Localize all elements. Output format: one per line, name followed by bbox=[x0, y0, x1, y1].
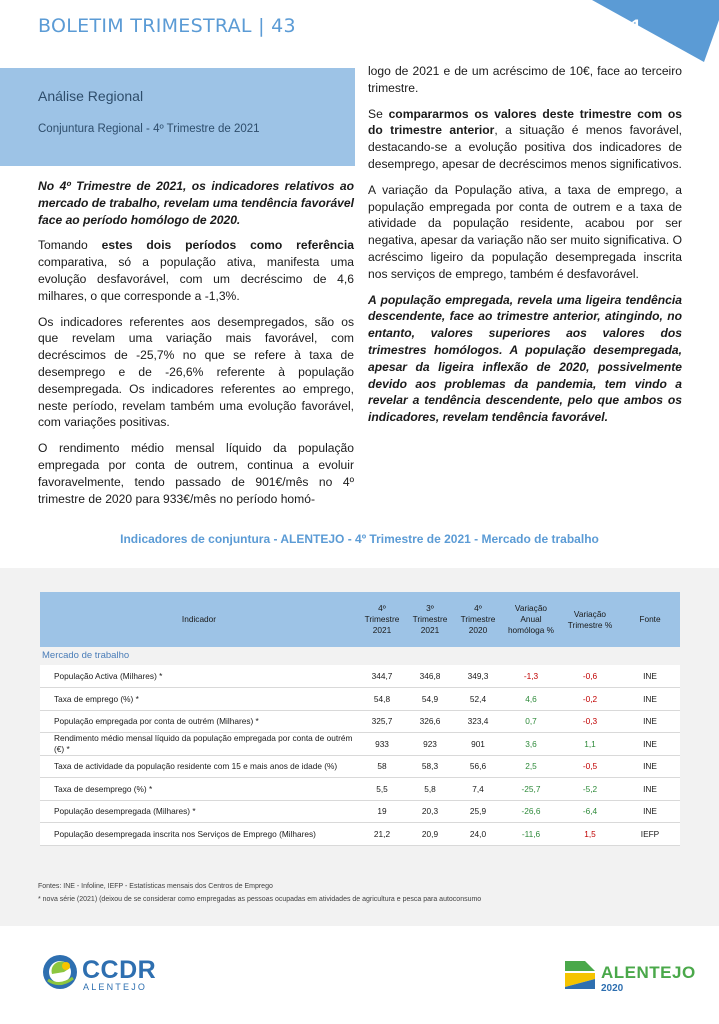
indicator-name-cell: Taxa de desemprego (%) * bbox=[40, 778, 358, 801]
column-header: Indicador bbox=[40, 592, 358, 647]
column-header: Variação Anual homóloga % bbox=[502, 592, 560, 647]
t4-2021-cell: 933 bbox=[358, 733, 406, 756]
table-row bbox=[40, 688, 680, 711]
lead-paragraph: No 4º Trimestre de 2021, os indicadores relativos ao mercado de trabalho, revelam uma tendência favorável face ao período homólogo de 2020. bbox=[38, 179, 354, 227]
var-trim-cell: 1,1 bbox=[560, 733, 620, 756]
t4-2020-cell: 901 bbox=[454, 733, 502, 756]
paragraph: Os indicadores referentes aos desempregados, são os que revelam uma variação mais favorável, com decréscimos de -25,7% no que se refere à taxa de desemprego e de -26,6% referente à população desempregada. Os indicadores referentes ao emprego, neste período, revelam também uma evolução favorável, com variações positivas. bbox=[38, 314, 354, 430]
var-anual-cell: 0,7 bbox=[502, 710, 560, 733]
footnotes bbox=[38, 880, 481, 906]
fonte-cell: IEFP bbox=[620, 823, 680, 846]
t3-2021-cell: 326,6 bbox=[406, 710, 454, 733]
fonte-cell: INE bbox=[620, 733, 680, 756]
indicator-name-cell: Rendimento médio mensal líquido da população empregada por conta de outrém (€) * bbox=[40, 733, 358, 756]
alentejo-logo-name: ALENTEJO bbox=[601, 963, 696, 982]
table-group-row bbox=[40, 647, 680, 665]
t4-2020-cell: 24,0 bbox=[454, 823, 502, 846]
fonte-cell: INE bbox=[620, 755, 680, 778]
t4-2020-cell: 25,9 bbox=[454, 800, 502, 823]
paragraph: logo de 2021 e de um acréscimo de 10€, face ao terceiro trimestre. bbox=[368, 64, 682, 95]
t4-2020-cell: 323,4 bbox=[454, 710, 502, 733]
var-anual-cell: -26,6 bbox=[502, 800, 560, 823]
ccdr-logo-name: CCDR bbox=[82, 956, 157, 984]
fonte-cell: INE bbox=[620, 665, 680, 688]
t3-2021-cell: 923 bbox=[406, 733, 454, 756]
alentejo-logo-mark bbox=[563, 957, 597, 991]
alentejo-logo-year: 2020 bbox=[601, 983, 624, 994]
section-header-box bbox=[0, 68, 355, 166]
left-text-column bbox=[38, 178, 354, 516]
section-title: Análise Regional bbox=[38, 88, 144, 104]
page-number: 1 bbox=[631, 17, 642, 38]
indicator-name-cell: População desempregada inscrita nos Serviços de Emprego (Milhares) bbox=[40, 823, 358, 846]
var-anual-cell: -11,6 bbox=[502, 823, 560, 846]
table-title: Indicadores de conjuntura - ALENTEJO - 4º Trimestre de 2021 - Mercado de trabalho bbox=[120, 532, 599, 546]
ccdr-logo bbox=[40, 950, 170, 998]
table-row bbox=[40, 800, 680, 823]
var-trim-cell: -0,5 bbox=[560, 755, 620, 778]
t4-2021-cell: 344,7 bbox=[358, 665, 406, 688]
t3-2021-cell: 58,3 bbox=[406, 755, 454, 778]
var-anual-cell: 2,5 bbox=[502, 755, 560, 778]
var-anual-cell: -1,3 bbox=[502, 665, 560, 688]
sources-note: Fontes: INE - Infoline, IEFP - Estatísticas mensais dos Centros de Emprego bbox=[38, 883, 273, 890]
paragraph: Tomando estes dois períodos como referência comparativa, só a população ativa, manifesta uma evolução desfavorável, com um decréscimo de 4,6 milhares, o que corresponde a -1,3%. bbox=[38, 238, 354, 303]
fonte-cell: INE bbox=[620, 688, 680, 711]
column-header: 4º Trimestre 2020 bbox=[454, 592, 502, 647]
t4-2021-cell: 325,7 bbox=[358, 710, 406, 733]
indicator-name-cell: Taxa de emprego (%) * bbox=[40, 688, 358, 711]
indicator-name-cell: População Activa (Milhares) * bbox=[40, 665, 358, 688]
t4-2021-cell: 5,5 bbox=[358, 778, 406, 801]
right-text-column bbox=[368, 63, 682, 435]
alentejo-2020-logo bbox=[563, 955, 696, 1000]
t4-2021-cell: 19 bbox=[358, 800, 406, 823]
t3-2021-cell: 54,9 bbox=[406, 688, 454, 711]
column-header: Variação Trimestre % bbox=[560, 592, 620, 647]
table-row bbox=[40, 778, 680, 801]
table-row bbox=[40, 733, 680, 756]
table-row bbox=[40, 755, 680, 778]
ccdr-logo-sub: ALENTEJO bbox=[83, 982, 148, 992]
var-trim-cell: -0,6 bbox=[560, 665, 620, 688]
paragraph: O rendimento médio mensal líquido da população empregada por conta de outrem, continua a evoluir favoravelmente, tendo passado de 901€/mês no 4º trimestre de 2020 para 933€/mês no período homó- bbox=[38, 441, 354, 506]
column-header: Fonte bbox=[620, 592, 680, 647]
indicator-name-cell: População empregada por conta de outrém (Milhares) * bbox=[40, 710, 358, 733]
t4-2021-cell: 58 bbox=[358, 755, 406, 778]
t4-2020-cell: 7,4 bbox=[454, 778, 502, 801]
t4-2020-cell: 349,3 bbox=[454, 665, 502, 688]
ccdr-logo-mark bbox=[40, 952, 80, 992]
paragraph: Se compararmos os valores deste trimestre com os do trimestre anterior, a situação é menos favorável, destacando-se a evolução positiva dos indicadores de desemprego, apesar de decréscimos menos significativos. bbox=[368, 106, 683, 171]
table-row bbox=[40, 823, 680, 846]
conclusion-paragraph: A população empregada, revela uma ligeira tendência descendente, face ao trimestre anterior, atingindo, no entanto, valores superiores aos valores dos trimestres homólogos. A população desempregada, apesar da ligeira inflexão de 2020, possivelmente devido aos problemas da pandemia, tem vindo a revelar a tendência descendente, pelo que ambos os indicadores, revelam tendência favorável. bbox=[368, 292, 682, 425]
t3-2021-cell: 20,3 bbox=[406, 800, 454, 823]
column-header: 4º Trimestre 2021 bbox=[358, 592, 406, 647]
t4-2021-cell: 21,2 bbox=[358, 823, 406, 846]
indicator-name-cell: Taxa de actividade da população residente com 15 e mais anos de idade (%) bbox=[40, 755, 358, 778]
table-row bbox=[40, 710, 680, 733]
column-header: 3º Trimestre 2021 bbox=[406, 592, 454, 647]
fonte-cell: INE bbox=[620, 778, 680, 801]
t4-2021-cell: 54,8 bbox=[358, 688, 406, 711]
bulletin-title: BOLETIM TRIMESTRAL | 43 bbox=[38, 15, 296, 37]
var-trim-cell: -0,3 bbox=[560, 710, 620, 733]
var-anual-cell: 4,6 bbox=[502, 688, 560, 711]
t4-2020-cell: 56,6 bbox=[454, 755, 502, 778]
indicator-name-cell: População desempregada (Milhares) * bbox=[40, 800, 358, 823]
group-label: Mercado de trabalho bbox=[42, 649, 130, 661]
table-header-row bbox=[40, 592, 680, 647]
var-anual-cell: -25,7 bbox=[502, 778, 560, 801]
page-number-flag bbox=[592, 0, 719, 62]
var-trim-cell: -6,4 bbox=[560, 800, 620, 823]
fonte-cell: INE bbox=[620, 800, 680, 823]
var-trim-cell: -5,2 bbox=[560, 778, 620, 801]
fonte-cell: INE bbox=[620, 710, 680, 733]
series-note: * nova série (2021) (deixou de se considerar como empregadas as pessoas ocupadas em atividades de agricultura e pesca para autoconsumo bbox=[38, 896, 482, 903]
t3-2021-cell: 20,9 bbox=[406, 823, 454, 846]
section-subtitle: Conjuntura Regional - 4º Trimestre de 2021 bbox=[38, 123, 260, 135]
var-trim-cell: 1,5 bbox=[560, 823, 620, 846]
var-trim-cell: -0,2 bbox=[560, 688, 620, 711]
t3-2021-cell: 346,8 bbox=[406, 665, 454, 688]
table-row bbox=[40, 665, 680, 688]
paragraph: A variação da População ativa, a taxa de emprego, a população empregada por conta de outrem e a taxa de atividade da população residente, acabou por ser negativa, apesar da variação não ser muito significativa. O acréscimo ligeiro da população desempregada inscrita nos serviços de emprego, também é desfavorável. bbox=[368, 182, 682, 281]
indicators-table bbox=[40, 592, 680, 846]
t3-2021-cell: 5,8 bbox=[406, 778, 454, 801]
t4-2020-cell: 52,4 bbox=[454, 688, 502, 711]
var-anual-cell: 3,6 bbox=[502, 733, 560, 756]
